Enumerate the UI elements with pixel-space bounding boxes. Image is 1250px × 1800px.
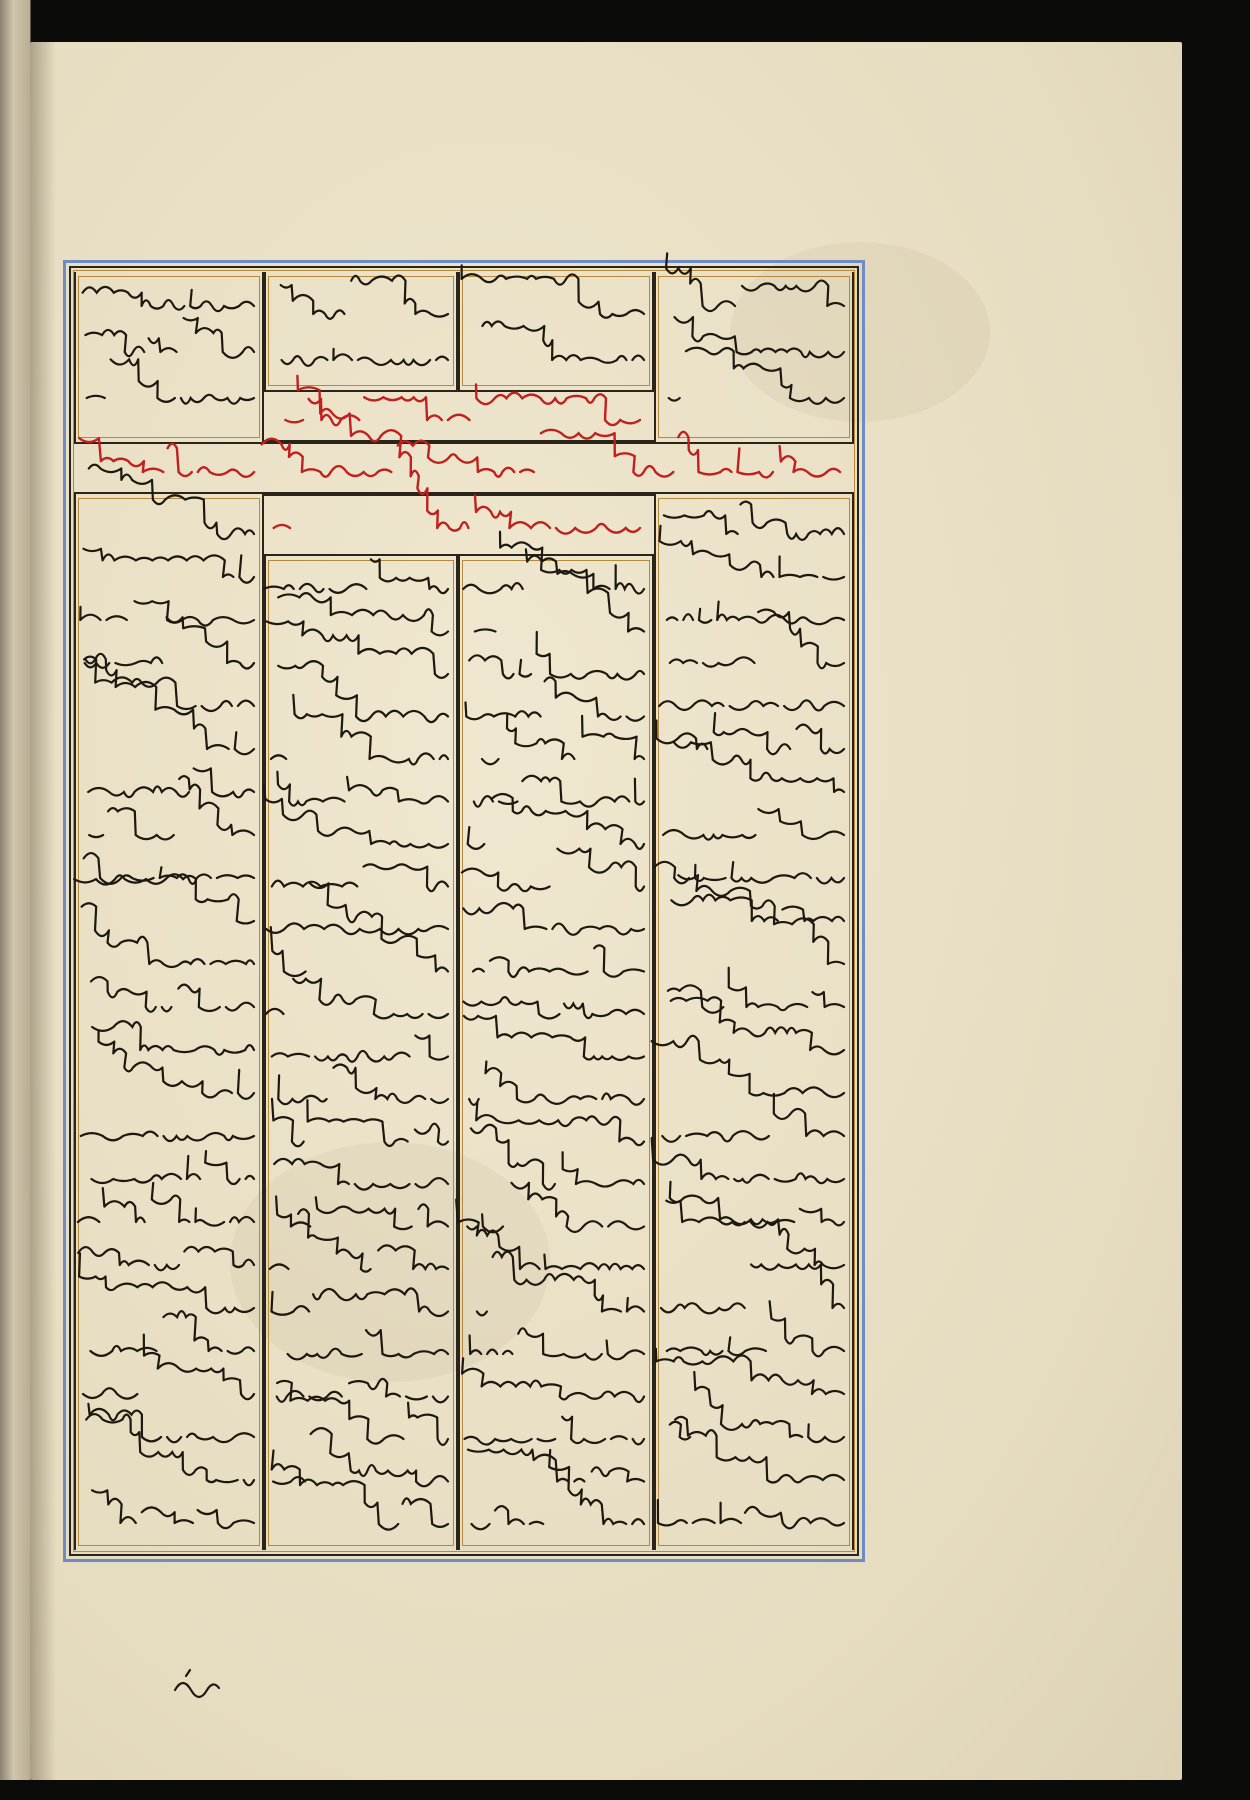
script-line (78, 1247, 254, 1271)
script-line (467, 1183, 644, 1233)
script-line (88, 768, 254, 797)
script-line (463, 997, 644, 1018)
script-line (466, 677, 645, 720)
script-line (654, 862, 844, 884)
script-line (90, 1030, 254, 1098)
script-line (266, 1099, 448, 1146)
script-line (661, 1265, 844, 1314)
script-line (462, 849, 644, 892)
script-line (670, 317, 844, 357)
script-line (471, 1252, 644, 1316)
script-line (664, 502, 844, 540)
script-line (272, 1288, 449, 1316)
script-line (468, 794, 644, 849)
script-line (282, 349, 448, 366)
script-line (80, 601, 254, 625)
script-line (475, 532, 644, 632)
script-line (666, 253, 844, 311)
script-line (469, 1062, 644, 1105)
script-line (258, 559, 448, 593)
script-line (667, 1301, 844, 1356)
script-line (79, 430, 840, 478)
script-line (272, 1036, 448, 1062)
script-line (83, 549, 254, 583)
script-line (85, 654, 254, 754)
script-line (274, 376, 640, 534)
script-line (276, 276, 448, 319)
script-line (277, 772, 448, 806)
script-line (85, 1151, 254, 1184)
script-line (476, 715, 644, 764)
script-line (473, 945, 644, 977)
script-line (75, 1132, 254, 1141)
script-line (272, 1451, 448, 1530)
script-line (90, 1311, 254, 1356)
script-line (671, 1417, 844, 1483)
script-line (662, 1094, 844, 1142)
script-line (670, 1182, 844, 1268)
script-line (84, 853, 254, 884)
script-line (664, 968, 845, 1013)
script-line (652, 1036, 844, 1097)
script-line (91, 977, 254, 1012)
script-line (462, 1358, 644, 1402)
script-line (266, 621, 448, 677)
script-line (472, 1450, 645, 1529)
script-line (463, 903, 644, 935)
script-line (470, 1328, 644, 1359)
script-line (471, 1125, 644, 1190)
script-line (456, 1200, 644, 1269)
script-line (274, 1159, 448, 1190)
script-line (84, 657, 254, 711)
script-line (81, 359, 254, 403)
script-line (464, 1417, 644, 1445)
script-line (85, 318, 254, 358)
script-line (266, 923, 448, 934)
script-line (66, 874, 254, 923)
script-line (278, 1065, 448, 1105)
script-line (475, 322, 644, 363)
script-line (83, 1335, 254, 1400)
script-line (278, 661, 448, 722)
script-line (78, 1183, 254, 1226)
script-line (474, 776, 644, 807)
script-line (659, 700, 844, 710)
script-line (277, 1381, 448, 1445)
script-line (89, 776, 254, 839)
script-line (279, 385, 640, 426)
script-line (469, 1102, 644, 1145)
script-line (660, 526, 845, 580)
script-line (82, 903, 254, 967)
script-line (468, 1450, 644, 1482)
script-line (270, 1209, 448, 1271)
script-line (652, 1138, 844, 1183)
script-line (464, 1016, 644, 1060)
script-line (658, 1500, 844, 1528)
script-line (79, 1253, 254, 1313)
script-line (670, 610, 844, 669)
script-line (469, 632, 644, 680)
script-line (670, 875, 844, 964)
script-line (667, 602, 844, 625)
script-line (663, 809, 844, 840)
script-line (86, 1414, 254, 1485)
script-line (462, 265, 644, 317)
script-line (282, 1330, 448, 1359)
script-line (271, 695, 448, 765)
script-line (266, 979, 448, 1019)
script-line (89, 465, 254, 540)
script-line (264, 785, 448, 848)
script-line (86, 1490, 254, 1528)
script-line (83, 287, 254, 311)
script-line (272, 864, 448, 891)
